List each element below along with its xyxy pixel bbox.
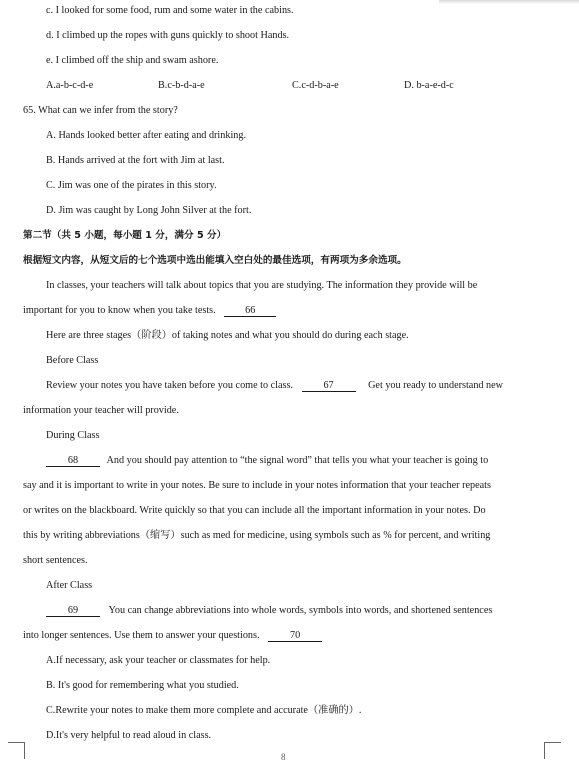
after-class-line2: [23, 630, 322, 642]
section-heading: 第二节（共 5 小题，每小题 1 分，满分 5 分）: [23, 230, 227, 241]
before-class-line1-a: Review your notes you have taken before you come to class.: [46, 380, 293, 391]
q64-item-d: d. I climbed up the ropes with guns quickly to shoot Hands.: [46, 30, 290, 41]
after-class-heading: After Class: [46, 580, 93, 591]
q65-option-b: B. Hands arrived at the fort with Jim at last.: [46, 155, 225, 166]
choice-c: C.Rewrite your notes to make them more complete and accurate（准确的）.: [46, 705, 362, 716]
answer-blank-69[interactable]: 69: [46, 605, 100, 617]
q64-option-b: B.c-b-d-a-e: [158, 80, 205, 91]
passage-p1-line1: In classes, your teachers will talk about topics that you are studying. The information they provide will be: [46, 280, 478, 291]
during-class-line1: [46, 455, 488, 467]
passage-p1-line2-text: important for you to know when you take tests.: [23, 305, 216, 316]
during-class-line3: or writes on the blackboard. Write quickly so that you can include all the important information in your notes. Do: [23, 505, 486, 516]
before-class-heading: Before Class: [46, 355, 99, 366]
q64-option-d: D. b-a-e-d-c: [404, 80, 454, 91]
during-class-line1-text: And you should pay attention to “the signal word” that tells you what your teacher is going to: [106, 455, 489, 466]
q65-stem: 65. What can we infer from the story?: [23, 105, 178, 116]
choice-a: A.If necessary, ask your teacher or classmates for help.: [46, 655, 271, 666]
before-class-line1-b: Get you ready to understand new: [368, 380, 504, 391]
answer-blank-68[interactable]: 68: [46, 455, 100, 467]
page-number: 8: [281, 752, 286, 762]
before-class-line2: information your teacher will provide.: [23, 405, 179, 416]
passage-p1-line2: [23, 305, 276, 317]
answer-blank-70[interactable]: 70: [268, 630, 322, 642]
after-class-line1: [46, 605, 492, 617]
section-instruction: 根据短文内容，从短文后的七个选项中选出能填入空白处的最佳选项，有两项为多余选项。: [23, 255, 407, 266]
crop-mark-left: [8, 742, 25, 759]
choice-d: D.It's very helpful to read aloud in class.: [46, 730, 212, 741]
answer-blank-66[interactable]: 66: [224, 305, 276, 317]
during-class-heading: During Class: [46, 430, 100, 441]
q64-option-a: A.a-b-c-d-e: [46, 80, 94, 91]
after-class-line2-text: into longer sentences. Use them to answer your questions.: [23, 630, 260, 641]
during-class-line4: this by writing abbreviations（缩写）such as med for medicine, using symbols such as % for percent, and writing: [23, 530, 491, 541]
top-edge-shadow: [439, 0, 579, 4]
q64-option-c: C.c-d-b-a-e: [292, 80, 339, 91]
q65-option-d: D. Jim was caught by Long John Silver at the fort.: [46, 205, 252, 216]
passage-p2: Here are three stages（阶段）of taking notes and what you should do during each stage.: [46, 330, 409, 341]
q65-option-c: C. Jim was one of the pirates in this story.: [46, 180, 217, 191]
during-class-line2: say and it is important to write in your notes. Be sure to include in your notes information that your teacher repeats: [23, 480, 491, 491]
after-class-line1-text: You can change abbreviations into whole words, symbols into words, and shortened sentences: [108, 605, 493, 616]
choice-b: B. It's good for remembering what you studied.: [46, 680, 239, 691]
during-class-line5: short sentences.: [23, 555, 88, 566]
q64-item-c: c. I looked for some food, rum and some water in the cabins.: [46, 5, 294, 16]
q65-option-a: A. Hands looked better after eating and drinking.: [46, 130, 247, 141]
crop-mark-right: [544, 742, 561, 759]
before-class-line1: [46, 380, 503, 392]
q64-item-e: e. I climbed off the ship and swam ashore.: [46, 55, 219, 66]
answer-blank-67[interactable]: 67: [302, 380, 356, 392]
